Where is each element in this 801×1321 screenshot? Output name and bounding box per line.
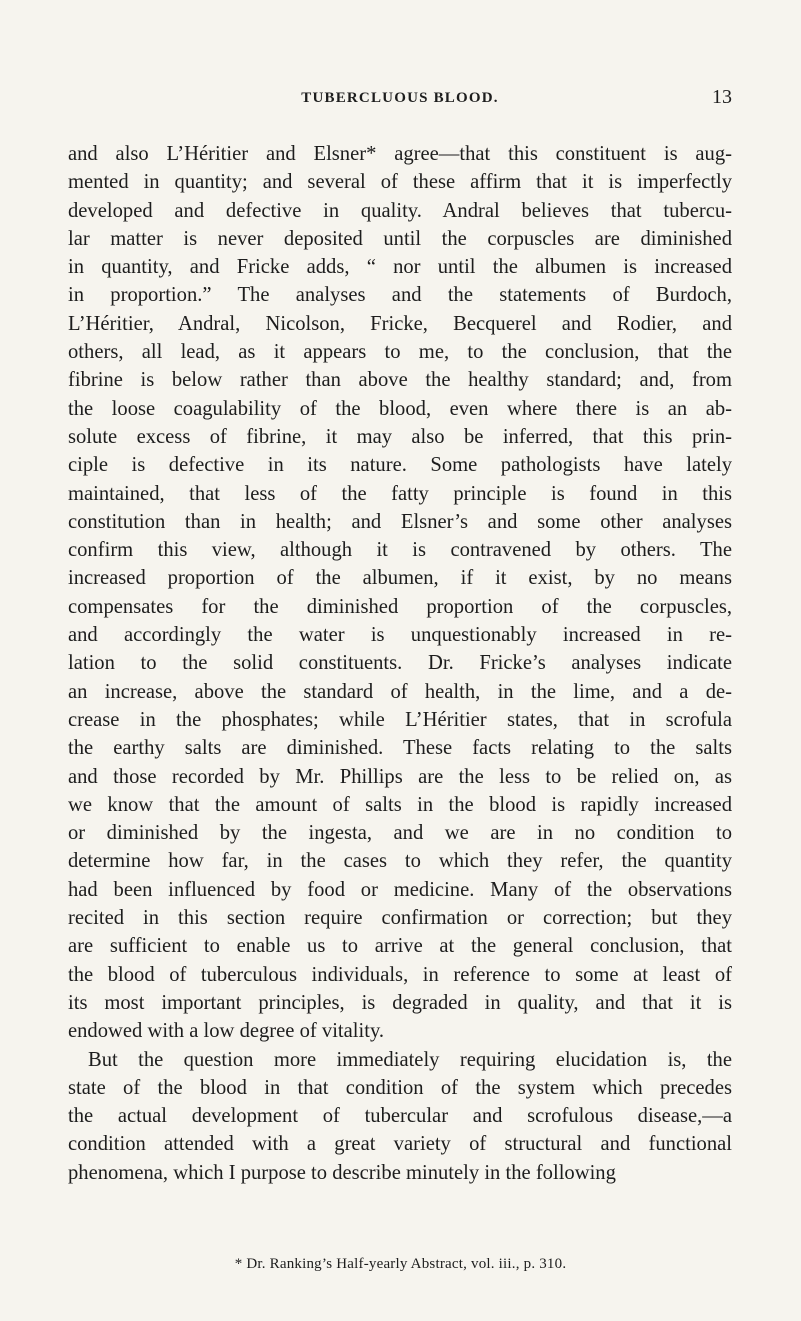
text-line: the blood of tuberculous individuals, in reference to some at least of xyxy=(68,963,732,986)
text-line: But the question more immediately requiring elucidation is, the xyxy=(88,1048,732,1071)
text-line: the actual development of tubercular and scrofulous disease,—a xyxy=(68,1105,732,1128)
text-line: the loose coagulability of the blood, even where there is an ab- xyxy=(68,397,732,420)
text-line: lar matter is never deposited until the corpuscles are diminished xyxy=(68,227,732,250)
text-line: an increase, above the standard of health, in the lime, and a de- xyxy=(68,680,732,703)
text-line: are sufficient to enable us to arrive at the general conclusion, that xyxy=(68,935,732,958)
text-line: the earthy salts are diminished. These facts relating to the salts xyxy=(68,737,732,760)
text-line: maintained, that less of the fatty principle is found in this xyxy=(68,482,732,505)
text-line: and those recorded by Mr. Phillips are the less to be relied on, as xyxy=(68,765,732,788)
text-line: in quantity, and Fricke adds, “ nor until the albumen is increased xyxy=(68,256,732,279)
page-header xyxy=(68,86,732,114)
text-line: and also L’Héritier and Elsner* agree—that this constituent is aug- xyxy=(68,143,732,165)
text-line: constitution than in health; and Elsner’s and some other analyses xyxy=(68,510,732,533)
text-line: or diminished by the ingesta, and we are in no condition to xyxy=(68,822,732,845)
text-line: confirm this view, although it is contravened by others. The xyxy=(68,539,732,562)
text-line: phenomena, which I purpose to describe minutely in the following xyxy=(68,1161,616,1184)
text-line: its most important principles, is degraded in quality, and that it is xyxy=(68,991,732,1014)
text-line: and accordingly the water is unquestionably increased in re- xyxy=(68,624,732,647)
body-text xyxy=(68,140,732,1187)
text-line: mented in quantity; and several of these affirm that it is imperfectly xyxy=(68,171,732,194)
page-number: 13 xyxy=(712,86,732,108)
text-line: recited in this section require confirmation or correction; but they xyxy=(68,907,732,930)
footnote: * Dr. Ranking’s Half-yearly Abstract, vol. iii., p. 310. xyxy=(234,1256,567,1272)
text-line: state of the blood in that condition of the system which precedes xyxy=(68,1076,732,1099)
text-line: condition attended with a great variety of structural and functional xyxy=(68,1133,732,1156)
text-line: in proportion.” The analyses and the statements of Burdoch, xyxy=(68,284,732,307)
text-line: determine how far, in the cases to which they refer, the quantity xyxy=(68,850,732,873)
text-line: others, all lead, as it appears to me, to the conclusion, that the xyxy=(68,341,732,364)
text-line: lation to the solid constituents. Dr. Fricke’s analyses indicate xyxy=(68,652,732,675)
text-line: solute excess of fibrine, it may also be inferred, that this prin- xyxy=(68,425,732,448)
text-line: fibrine is below rather than above the healthy standard; and, from xyxy=(68,369,732,392)
text-line: ciple is defective in its nature. Some pathologists have lately xyxy=(68,454,732,477)
text-line: compensates for the diminished proportion of the corpuscles, xyxy=(68,595,732,618)
text-line: had been influenced by food or medicine. Many of the observations xyxy=(68,878,732,901)
text-line: L’Héritier, Andral, Nicolson, Fricke, Becquerel and Rodier, and xyxy=(68,312,732,335)
text-line: endowed with a low degree of vitality. xyxy=(68,1020,385,1043)
text-line: developed and defective in quality. Andral believes that tubercu- xyxy=(68,199,732,222)
text-line: we know that the amount of salts in the blood is rapidly increased xyxy=(68,793,732,816)
text-line: increased proportion of the albumen, if it exist, by no means xyxy=(68,567,732,590)
running-head: TUBERCLUOUS BLOOD. xyxy=(301,90,499,106)
text-line: crease in the phosphates; while L’Héritier states, that in scrofula xyxy=(68,708,732,731)
